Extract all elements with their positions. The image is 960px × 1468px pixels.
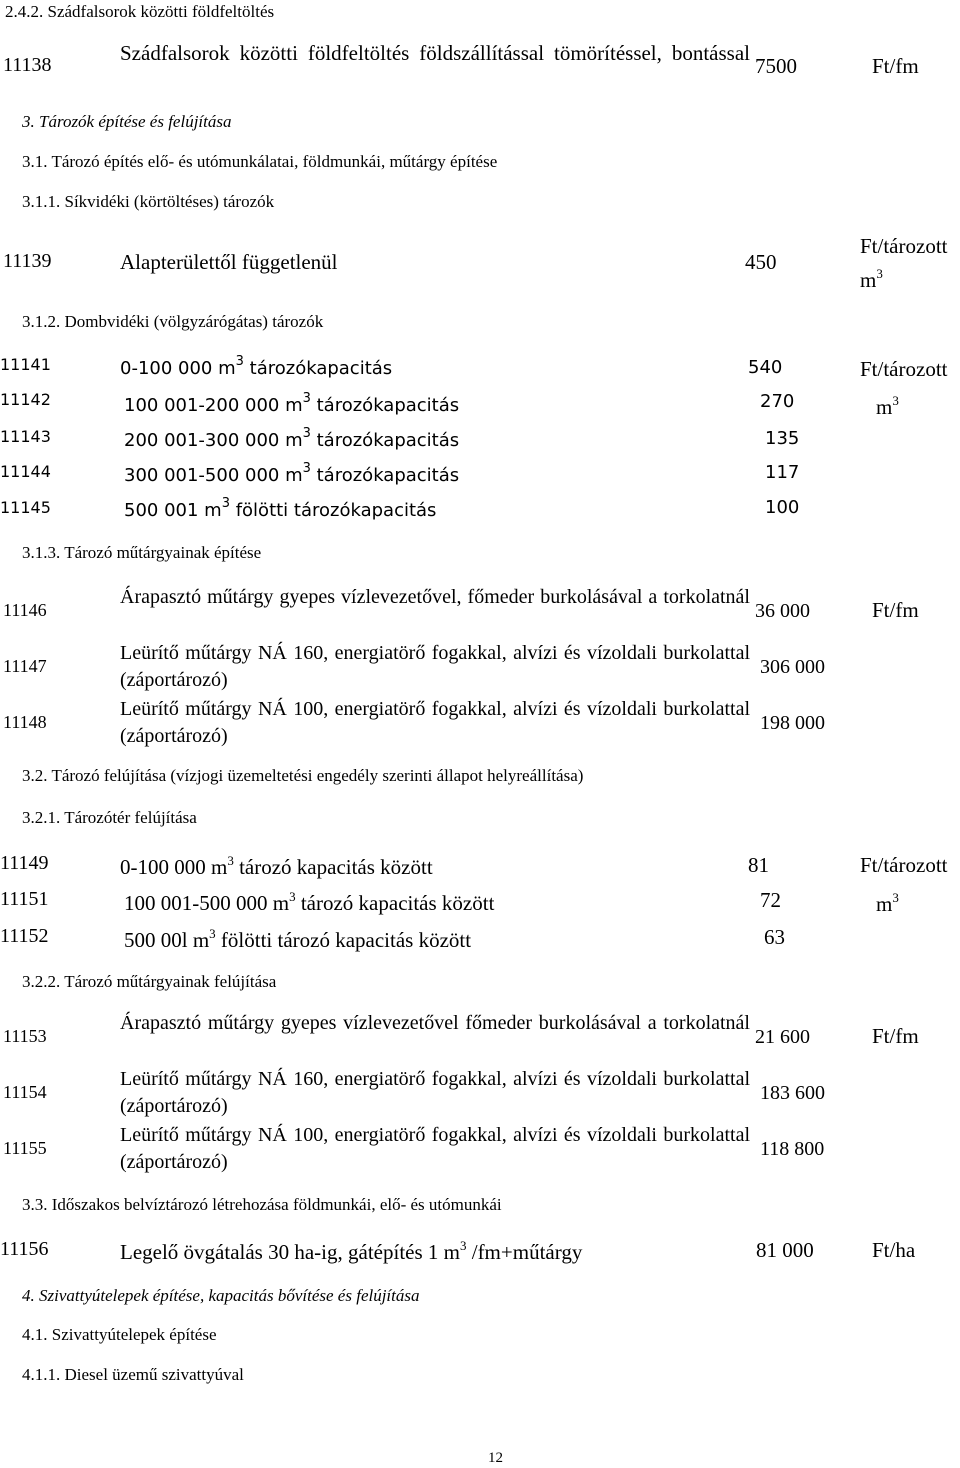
item-unit: Ft/tározott <box>860 357 948 381</box>
item-unit-m3 <box>876 395 899 420</box>
desc-part: 200 001-300 000 m <box>124 430 303 451</box>
desc-part: tározókapacitás <box>243 358 393 379</box>
item-description <box>124 928 471 953</box>
desc-part: /fm+műtárgy <box>466 1240 583 1264</box>
item-code: 11149 <box>0 852 49 874</box>
item-code: 11144 <box>0 462 51 481</box>
item-price: 270 <box>760 391 795 412</box>
item-code: 11152 <box>0 925 49 947</box>
item-code: 11141 <box>0 355 51 374</box>
unit-m: m <box>876 892 893 916</box>
desc-part: 500 001 m <box>124 500 222 521</box>
item-description: Alapterülettől függetlenül <box>120 250 338 274</box>
superscript-3: 3 <box>302 461 311 476</box>
superscript-3: 3 <box>289 889 296 904</box>
item-code: 11155 <box>3 1138 47 1158</box>
unit-m: m <box>860 268 877 292</box>
item-price: 135 <box>765 428 800 449</box>
desc-part: fölötti tározó kapacitás között <box>215 928 472 952</box>
item-price: 7500 <box>755 54 797 78</box>
item-description <box>124 496 437 521</box>
item-unit-m3 <box>876 892 899 917</box>
item-description: Árapasztó műtárgy gyepes vízlevezetővel főmeder burkolásával a torkolatnál <box>120 1012 750 1034</box>
section-heading-2-4-2: 2.4.2. Szádfalsorok közötti földfeltöltés <box>5 2 275 21</box>
superscript-3: 3 <box>302 391 311 406</box>
item-description: Leürítő műtárgy NÁ 160, energiatörő fogakkal, alvízi és vízoldali burkolattal (záportározó) <box>120 642 750 691</box>
item-code: 11151 <box>0 888 49 910</box>
item-description <box>124 426 460 451</box>
item-description <box>124 891 494 916</box>
item-code: 11145 <box>0 498 51 517</box>
item-price: 81 <box>748 853 769 877</box>
item-unit: Ft/ha <box>872 1238 916 1262</box>
item-unit: Ft/fm <box>872 1024 919 1048</box>
item-code: 11146 <box>3 600 47 620</box>
section-heading-3-2-2: 3.2.2. Tározó műtárgyainak felújítása <box>22 972 277 991</box>
item-code: 11139 <box>3 250 52 272</box>
desc-part: tározókapacitás <box>310 465 460 486</box>
section-heading-4-1: 4.1. Szivattyútelepek építése <box>22 1325 217 1344</box>
section-heading-3-1-2: 3.1.2. Dombvidéki (völgyzárógátas) tározók <box>22 312 324 331</box>
section-heading-4: 4. Szivattyútelepek építése, kapacitás bővítése és felújítása <box>22 1286 420 1305</box>
item-price: 540 <box>748 357 783 378</box>
unit-m: m <box>876 395 893 419</box>
item-price: 183 600 <box>760 1082 825 1104</box>
unit-exponent: 3 <box>892 393 899 408</box>
item-price: 450 <box>745 250 777 274</box>
desc-part: tározókapacitás <box>310 430 460 451</box>
section-heading-3-1-3: 3.1.3. Tározó műtárgyainak építése <box>22 543 262 562</box>
desc-part: Legelő övgátalás 30 ha-ig, gátépítés 1 m <box>120 1240 460 1264</box>
desc-part: 100 001-200 000 m <box>124 395 303 416</box>
desc-part: 0-100 000 m <box>120 855 228 879</box>
desc-part: tározókapacitás <box>310 395 460 416</box>
section-heading-3-3: 3.3. Időszakos belvíztározó létrehozása földmunkái, elő- és utómunkái <box>22 1195 502 1214</box>
item-description <box>120 354 393 379</box>
desc-part: 300 001-500 000 m <box>124 465 303 486</box>
item-description <box>120 1240 582 1265</box>
item-code: 11156 <box>0 1238 49 1260</box>
desc-part: 500 00l m <box>124 928 210 952</box>
desc-part: 100 001-500 000 m <box>124 891 290 915</box>
desc-part: tározó kapacitás között <box>233 855 433 879</box>
item-code: 11147 <box>3 656 47 676</box>
item-description <box>124 391 460 416</box>
item-price: 306 000 <box>760 656 825 678</box>
item-unit: Ft/fm <box>872 598 919 622</box>
item-code: 11153 <box>3 1026 47 1046</box>
desc-part: tározó kapacitás között <box>295 891 495 915</box>
item-price: 117 <box>765 462 800 483</box>
item-price: 21 600 <box>755 1026 810 1048</box>
item-unit: Ft/tározott <box>860 234 948 258</box>
superscript-3: 3 <box>221 496 230 511</box>
unit-exponent: 3 <box>892 890 899 905</box>
item-price: 198 000 <box>760 712 825 734</box>
section-heading-4-1-1: 4.1.1. Diesel üzemű szivattyúval <box>22 1365 244 1384</box>
item-unit-m3 <box>860 268 883 293</box>
item-price: 63 <box>764 925 785 949</box>
item-code: 11148 <box>3 712 47 732</box>
section-heading-3-1: 3.1. Tározó építés elő- és utómunkálatai, földmunkái, műtárgy építése <box>22 152 498 171</box>
superscript-3: 3 <box>209 926 216 941</box>
item-description: Leürítő műtárgy NÁ 100, energiatörő fogakkal, alvízi és vízoldali burkolattal (záportározó) <box>120 1124 750 1173</box>
item-code: 11154 <box>3 1082 47 1102</box>
superscript-3: 3 <box>459 1238 467 1253</box>
item-unit: Ft/fm <box>872 54 919 78</box>
item-description <box>124 461 460 486</box>
desc-part: fölötti tározókapacitás <box>229 500 437 521</box>
item-description <box>120 855 433 880</box>
item-code: 11142 <box>0 390 51 409</box>
page-number: 12 <box>488 1450 503 1466</box>
superscript-3: 3 <box>227 853 234 868</box>
section-heading-3-1-1: 3.1.1. Síkvidéki (körtöltéses) tározók <box>22 192 275 211</box>
item-unit: Ft/tározott <box>860 853 948 877</box>
item-price: 36 000 <box>755 600 810 622</box>
superscript-3: 3 <box>235 354 244 369</box>
item-description: Leürítő műtárgy NÁ 100, energiatörő fogakkal, alvízi és vízoldali burkolattal (záportározó) <box>120 698 750 747</box>
item-code: 11138 <box>3 54 52 76</box>
item-price: 118 800 <box>760 1138 825 1160</box>
item-description: Szádfalsorok közötti földfeltöltés földszállítással tömörítéssel, bontással <box>120 41 750 65</box>
desc-part: 0-100 000 m <box>120 358 236 379</box>
item-description: Leürítő műtárgy NÁ 160, energiatörő fogakkal, alvízi és vízoldali burkolattal (záportározó) <box>120 1068 750 1117</box>
unit-exponent: 3 <box>876 266 883 281</box>
section-heading-3-2: 3.2. Tározó felújítása (vízjogi üzemeltetési engedély szerinti állapot helyreállítása) <box>22 766 584 785</box>
item-price: 81 000 <box>756 1238 814 1262</box>
section-heading-3-2-1: 3.2.1. Tározótér felújítása <box>22 808 197 827</box>
item-description: Árapasztó műtárgy gyepes vízlevezetővel, főmeder burkolásával a torkolatnál <box>120 586 750 608</box>
superscript-3: 3 <box>302 426 311 441</box>
section-heading-3: 3. Tározók építése és felújítása <box>22 112 232 131</box>
item-price: 100 <box>765 497 800 518</box>
item-code: 11143 <box>0 427 51 446</box>
item-price: 72 <box>760 888 781 912</box>
